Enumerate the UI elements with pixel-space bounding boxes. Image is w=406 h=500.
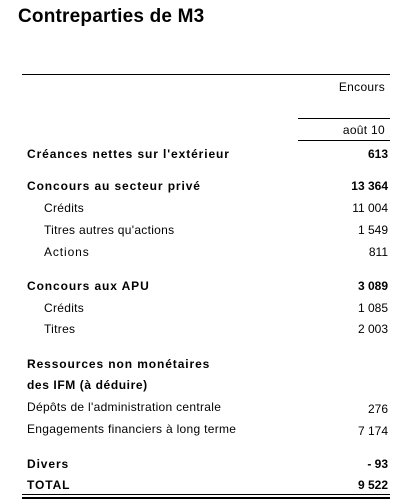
row-label-credits-apu: Crédits — [44, 301, 85, 315]
row-label-depots: Dépôts de l'administration centrale — [27, 400, 222, 414]
row-label-credits-prive: Crédits — [44, 201, 85, 215]
row-label-concours-apu: Concours aux APU — [27, 279, 150, 293]
row-value-engagements: 7 174 — [357, 424, 388, 438]
column-header-encours: Encours — [338, 80, 385, 94]
row-value-actions: 811 — [368, 245, 388, 259]
row-value-credits-prive: 11 004 — [352, 201, 388, 215]
row-label-creances: Créances nettes sur l'extérieur — [27, 147, 230, 161]
row-value-creances: 613 — [367, 147, 388, 161]
table-top-rule — [22, 74, 390, 75]
row-label-engagements: Engagements financiers à long terme — [27, 422, 237, 436]
page-title: Contreparties de M3 — [18, 6, 205, 27]
row-label-actions: Actions — [44, 245, 90, 259]
row-label-titres-apu: Titres — [44, 322, 76, 336]
row-value-divers: - 93 — [367, 457, 388, 471]
period-bottom-rule — [298, 140, 390, 141]
row-value-concours-prive: 13 364 — [351, 179, 388, 193]
row-label-titres-autres: Titres autres qu'actions — [44, 223, 175, 237]
row-label-total: TOTAL — [27, 478, 71, 492]
row-value-concours-apu: 3 089 — [357, 279, 388, 293]
row-label-ressources-ifm: des IFM (à déduire) — [27, 378, 148, 392]
row-value-total: 9 522 — [357, 478, 388, 492]
row-value-titres-autres: 1 549 — [357, 223, 388, 237]
column-header-period: août 10 — [342, 123, 385, 137]
row-value-credits-apu: 1 085 — [357, 301, 388, 315]
row-label-ressources: Ressources non monétaires — [27, 357, 211, 371]
row-label-concours-prive: Concours au secteur privé — [27, 179, 201, 193]
period-top-rule — [298, 118, 390, 119]
table-bottom-rule-thick — [22, 497, 390, 499]
row-value-depots: 276 — [367, 402, 388, 416]
row-label-divers: Divers — [27, 457, 70, 471]
row-value-titres-apu: 2 003 — [357, 322, 388, 336]
table-bottom-rule-thin — [22, 494, 390, 495]
